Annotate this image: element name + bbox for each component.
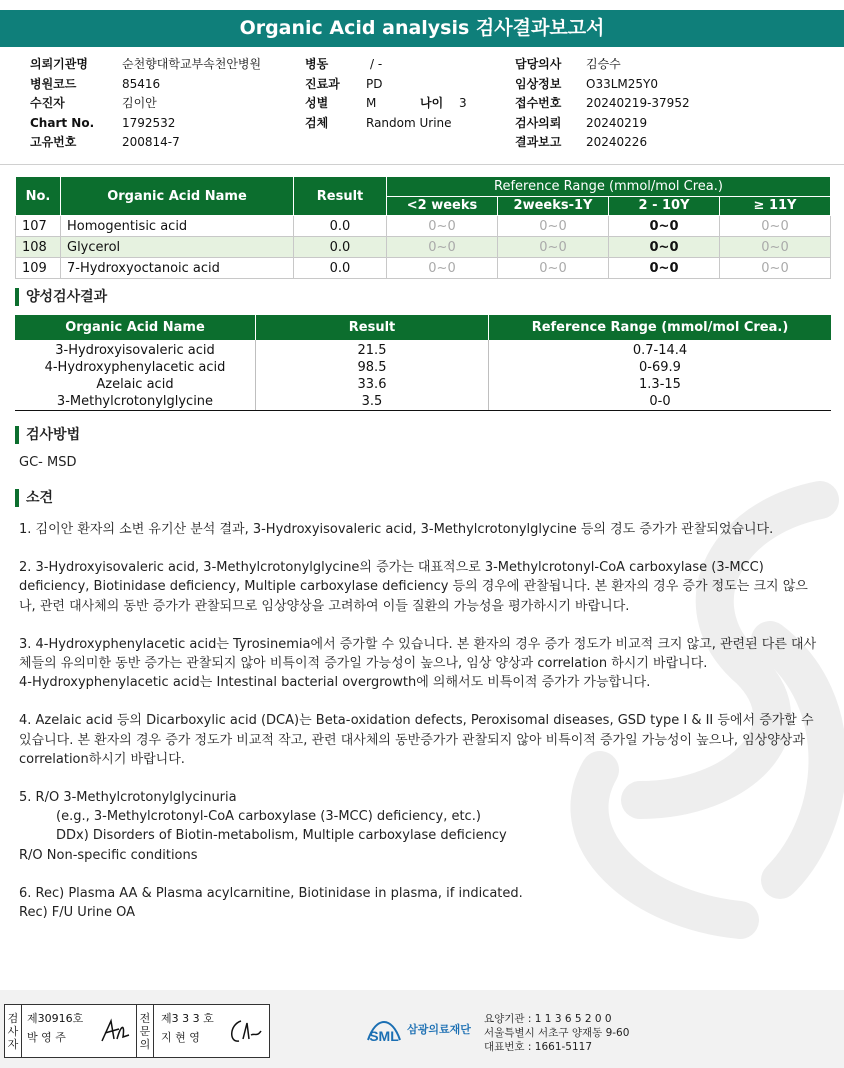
value-receipt-no: 20240219-37952 [586, 96, 690, 110]
info-col2-labels [305, 55, 340, 133]
cell-result: 21.5 [256, 340, 489, 359]
label-unique-no: 고유번호 [30, 135, 77, 149]
sml-logo-icon [366, 1014, 402, 1044]
signer1-license: 제30916호 [27, 1012, 84, 1025]
cell-range: 0~0 [498, 258, 609, 279]
value-hospital-code: 85416 [122, 76, 161, 91]
cell-no: 107 [16, 216, 61, 237]
value-patient: 김이안 [122, 96, 157, 110]
info-col3-labels [515, 55, 561, 153]
logo-name: 삼광의료재단 [407, 1023, 471, 1036]
label-specimen: 검체 [305, 115, 329, 130]
value-unique-no: 200814-7 [122, 135, 180, 149]
table-row [15, 393, 831, 411]
value-chart-no: 1792532 [122, 115, 176, 130]
sml-logo [366, 1014, 471, 1044]
comment-paragraph: 1. 김이안 환자의 소변 유기산 분석 결과, 3-Hydroxyisovaleric acid, 3-Methylcrotonylglycine 등의 경도 증가가 관찰되었습니다. [19, 522, 774, 537]
cell-ref: 0.7-14.4 [632, 343, 688, 358]
cell-range: 0~0 [720, 216, 831, 237]
footer-address [484, 1012, 629, 1054]
comment-paragraph: 4. Azelaic acid 등의 Dicarboxylic acid (DCA)는 Beta-oxidation defects, Peroxisomal diseases, GSD type I & II 등에서 증가할 수 있습니다. 본 환자의 경우 증가 정도가 비교적 작고, 관련 대사체의 동반증가가 관찰되지 않아 비특이적 증가일 가능성이 높으나, 임상양상과 correlation하시기 바랍니다. [19, 713, 814, 767]
label-patient: 수진자 [30, 96, 65, 110]
address-line: 요양기관 : 1 1 3 6 5 2 0 0 [484, 1013, 612, 1025]
th-name: Organic Acid Name [61, 177, 294, 216]
info-age [420, 94, 467, 114]
comments-body [19, 520, 819, 922]
positive-section-title: 양성검사결과 [15, 288, 107, 306]
th-result: Result [294, 177, 387, 216]
value-doctor: 김승수 [586, 57, 621, 71]
table-row [16, 258, 831, 279]
cell-name: 3-Methylcrotonylglycine [15, 393, 256, 411]
cell-ref: 0-69.9 [639, 360, 681, 375]
info-col1-labels [30, 55, 94, 153]
table-row [15, 340, 831, 359]
comment-line: DDx) Disorders of Biotin-metabolism, Multiple carboxylase deficiency [56, 828, 507, 844]
label-doctor: 담당의사 [515, 57, 562, 71]
info-col1-values [122, 55, 261, 153]
cell-range: 0~0 [387, 216, 498, 237]
cell-range: 0~0 [387, 237, 498, 258]
value-report-date: 20240226 [586, 135, 648, 149]
comment-paragraph: 3. 4-Hydroxyphenylacetic acid는 Tyrosinemia에서 증가할 수 있습니다. 본 환자의 경우 증가 정도가 비교적 크지 않고, 관련된 다른 대사체들의 유의미한 동반 증가는 관찰되지 않아 비특이적 증가일 가능성이 높으나, 임상 양상과 correlation 하시기 바랍니다. [19, 636, 817, 672]
signer1 [27, 1009, 83, 1047]
logo-text: SML [369, 1028, 399, 1044]
signature-box [4, 1004, 270, 1058]
cell-name: 7-Hydroxyoctanoic acid [61, 258, 294, 279]
label-institution: 의뢰기관명 [30, 57, 88, 71]
label-sex: 성별 [305, 96, 329, 110]
value-institution: 순천향대학교부속천안병원 [122, 57, 262, 71]
comment-line: Rec) F/U Urine OA [19, 905, 136, 921]
cell-result: 0.0 [294, 237, 387, 258]
label-age: 나이 [420, 96, 444, 110]
organic-acid-table [15, 176, 831, 279]
th-ref-0: <2 weeks [387, 196, 498, 216]
comment-line: 6. Rec) Plasma AA & Plasma acylcarnitine, Biotinidase in plasma, if indicated. [19, 885, 523, 901]
table-row [15, 376, 831, 393]
cell-range: 0~0 [609, 237, 720, 258]
signature-2-icon [227, 1017, 265, 1047]
divider [0, 164, 844, 165]
positive-results-table [15, 315, 831, 411]
th-ref-1: 2weeks-1Y [498, 196, 609, 216]
comment-line: 5. R/O 3-Methylcrotonylglycinuria [19, 790, 237, 806]
comment-section-title: 소견 [15, 489, 53, 507]
report-title: Organic Acid analysis 검사결과보고서 [0, 10, 844, 47]
method-value: GC- MSD [19, 455, 77, 470]
signer2-license: 제3 3 3 호 [161, 1012, 214, 1025]
value-specimen: Random Urine [366, 115, 452, 130]
cell-name: 3-Hydroxyisovaleric acid [15, 340, 256, 359]
cell-range: 0~0 [498, 216, 609, 237]
cell-no: 109 [16, 258, 61, 279]
cell-range: 0~0 [720, 237, 831, 258]
cell-name: Homogentisic acid [61, 216, 294, 237]
cell-name: Glycerol [61, 237, 294, 258]
value-sex: M [366, 96, 377, 110]
th-pos-result: Result [256, 315, 489, 340]
cell-no: 108 [16, 237, 61, 258]
value-department: PD [366, 76, 383, 91]
signer2 [161, 1009, 214, 1047]
comment-line: (e.g., 3-Methylcrotonyl-CoA carboxylase (3-MCC) deficiency, etc.) [56, 809, 481, 825]
cell-name: Azelaic acid [15, 376, 256, 393]
cell-range: 0~0 [609, 216, 720, 237]
cell-name: 4-Hydroxyphenylacetic acid [15, 359, 256, 376]
signature-1-icon [99, 1017, 133, 1045]
cell-ref: 0-0 [489, 393, 832, 411]
address-line: 서울특별시 서초구 양재동 9-60 [484, 1027, 630, 1039]
label-ward: 병동 [305, 57, 329, 71]
signer1-name: 박 영 주 [27, 1031, 66, 1044]
value-request-date: 20240219 [586, 115, 648, 130]
value-age: 3 [459, 96, 467, 110]
th-pos-name: Organic Acid Name [15, 315, 256, 340]
label-hospital-code: 병원코드 [30, 76, 77, 91]
table-row [15, 359, 831, 376]
comment-paragraph: 2. 3-Hydroxyisovaleric acid, 3-Methylcrotonylglycine의 증가는 대표적으로 3-Methylcrotonyl-CoA carboxylase (3-MCC) deficiency, Biotinidase deficiency, Multiple carboxylase deficiency 등의 경우에 관찰됩니다. 본 환자의 경우 증가 정도는 크지 않으나, 관련 대사체의 동반 증가가 관찰되므로 임상양상을 고려하여 이들 질환의 가능성을 평가하시기 바랍니다. [19, 560, 808, 614]
signer2-role: 전 문 의 [136, 1005, 154, 1057]
value-clinical-info: O33LM25Y0 [586, 76, 658, 91]
comment-line: R/O Non-specific conditions [19, 847, 198, 863]
label-clinical-info: 임상정보 [515, 76, 562, 91]
comment-paragraph: 4-Hydroxyphenylacetic acid는 Intestinal bacterial overgrowth에 의해서도 비특이적 증가가 가능합니다. [19, 675, 651, 691]
th-no: No. [16, 177, 61, 216]
th-ref-3: ≥ 11Y [720, 196, 831, 216]
cell-ref: 1.3-15 [639, 377, 681, 392]
cell-result: 98.5 [256, 359, 489, 376]
label-receipt-no: 접수번호 [515, 96, 562, 110]
method-section-title: 검사방법 [15, 426, 80, 444]
table-row [16, 237, 831, 258]
info-col3-values [586, 55, 690, 153]
cell-range: 0~0 [720, 258, 831, 279]
th-pos-ref: Reference Range (mmol/mol Crea.) [489, 315, 832, 340]
cell-result: 3.5 [256, 393, 489, 411]
cell-range: 0~0 [609, 258, 720, 279]
cell-result: 0.0 [294, 258, 387, 279]
cell-range: 0~0 [498, 237, 609, 258]
th-ref-2: 2 - 10Y [609, 196, 720, 216]
cell-result: 33.6 [256, 376, 489, 393]
address-line: 대표번호 : 1661-5117 [484, 1041, 593, 1053]
label-report-date: 결과보고 [515, 135, 562, 149]
th-ref: Reference Range (mmol/mol Crea.) [387, 177, 831, 197]
value-ward: / - [370, 57, 383, 71]
cell-result: 0.0 [294, 216, 387, 237]
table-row [16, 216, 831, 237]
label-chart-no: Chart No. [30, 115, 95, 130]
signer2-name: 지 현 영 [161, 1031, 200, 1044]
label-request-date: 검사의뢰 [515, 115, 562, 130]
signer1-role: 검 사 자 [5, 1005, 22, 1057]
label-department: 진료과 [305, 76, 340, 91]
cell-range: 0~0 [387, 258, 498, 279]
